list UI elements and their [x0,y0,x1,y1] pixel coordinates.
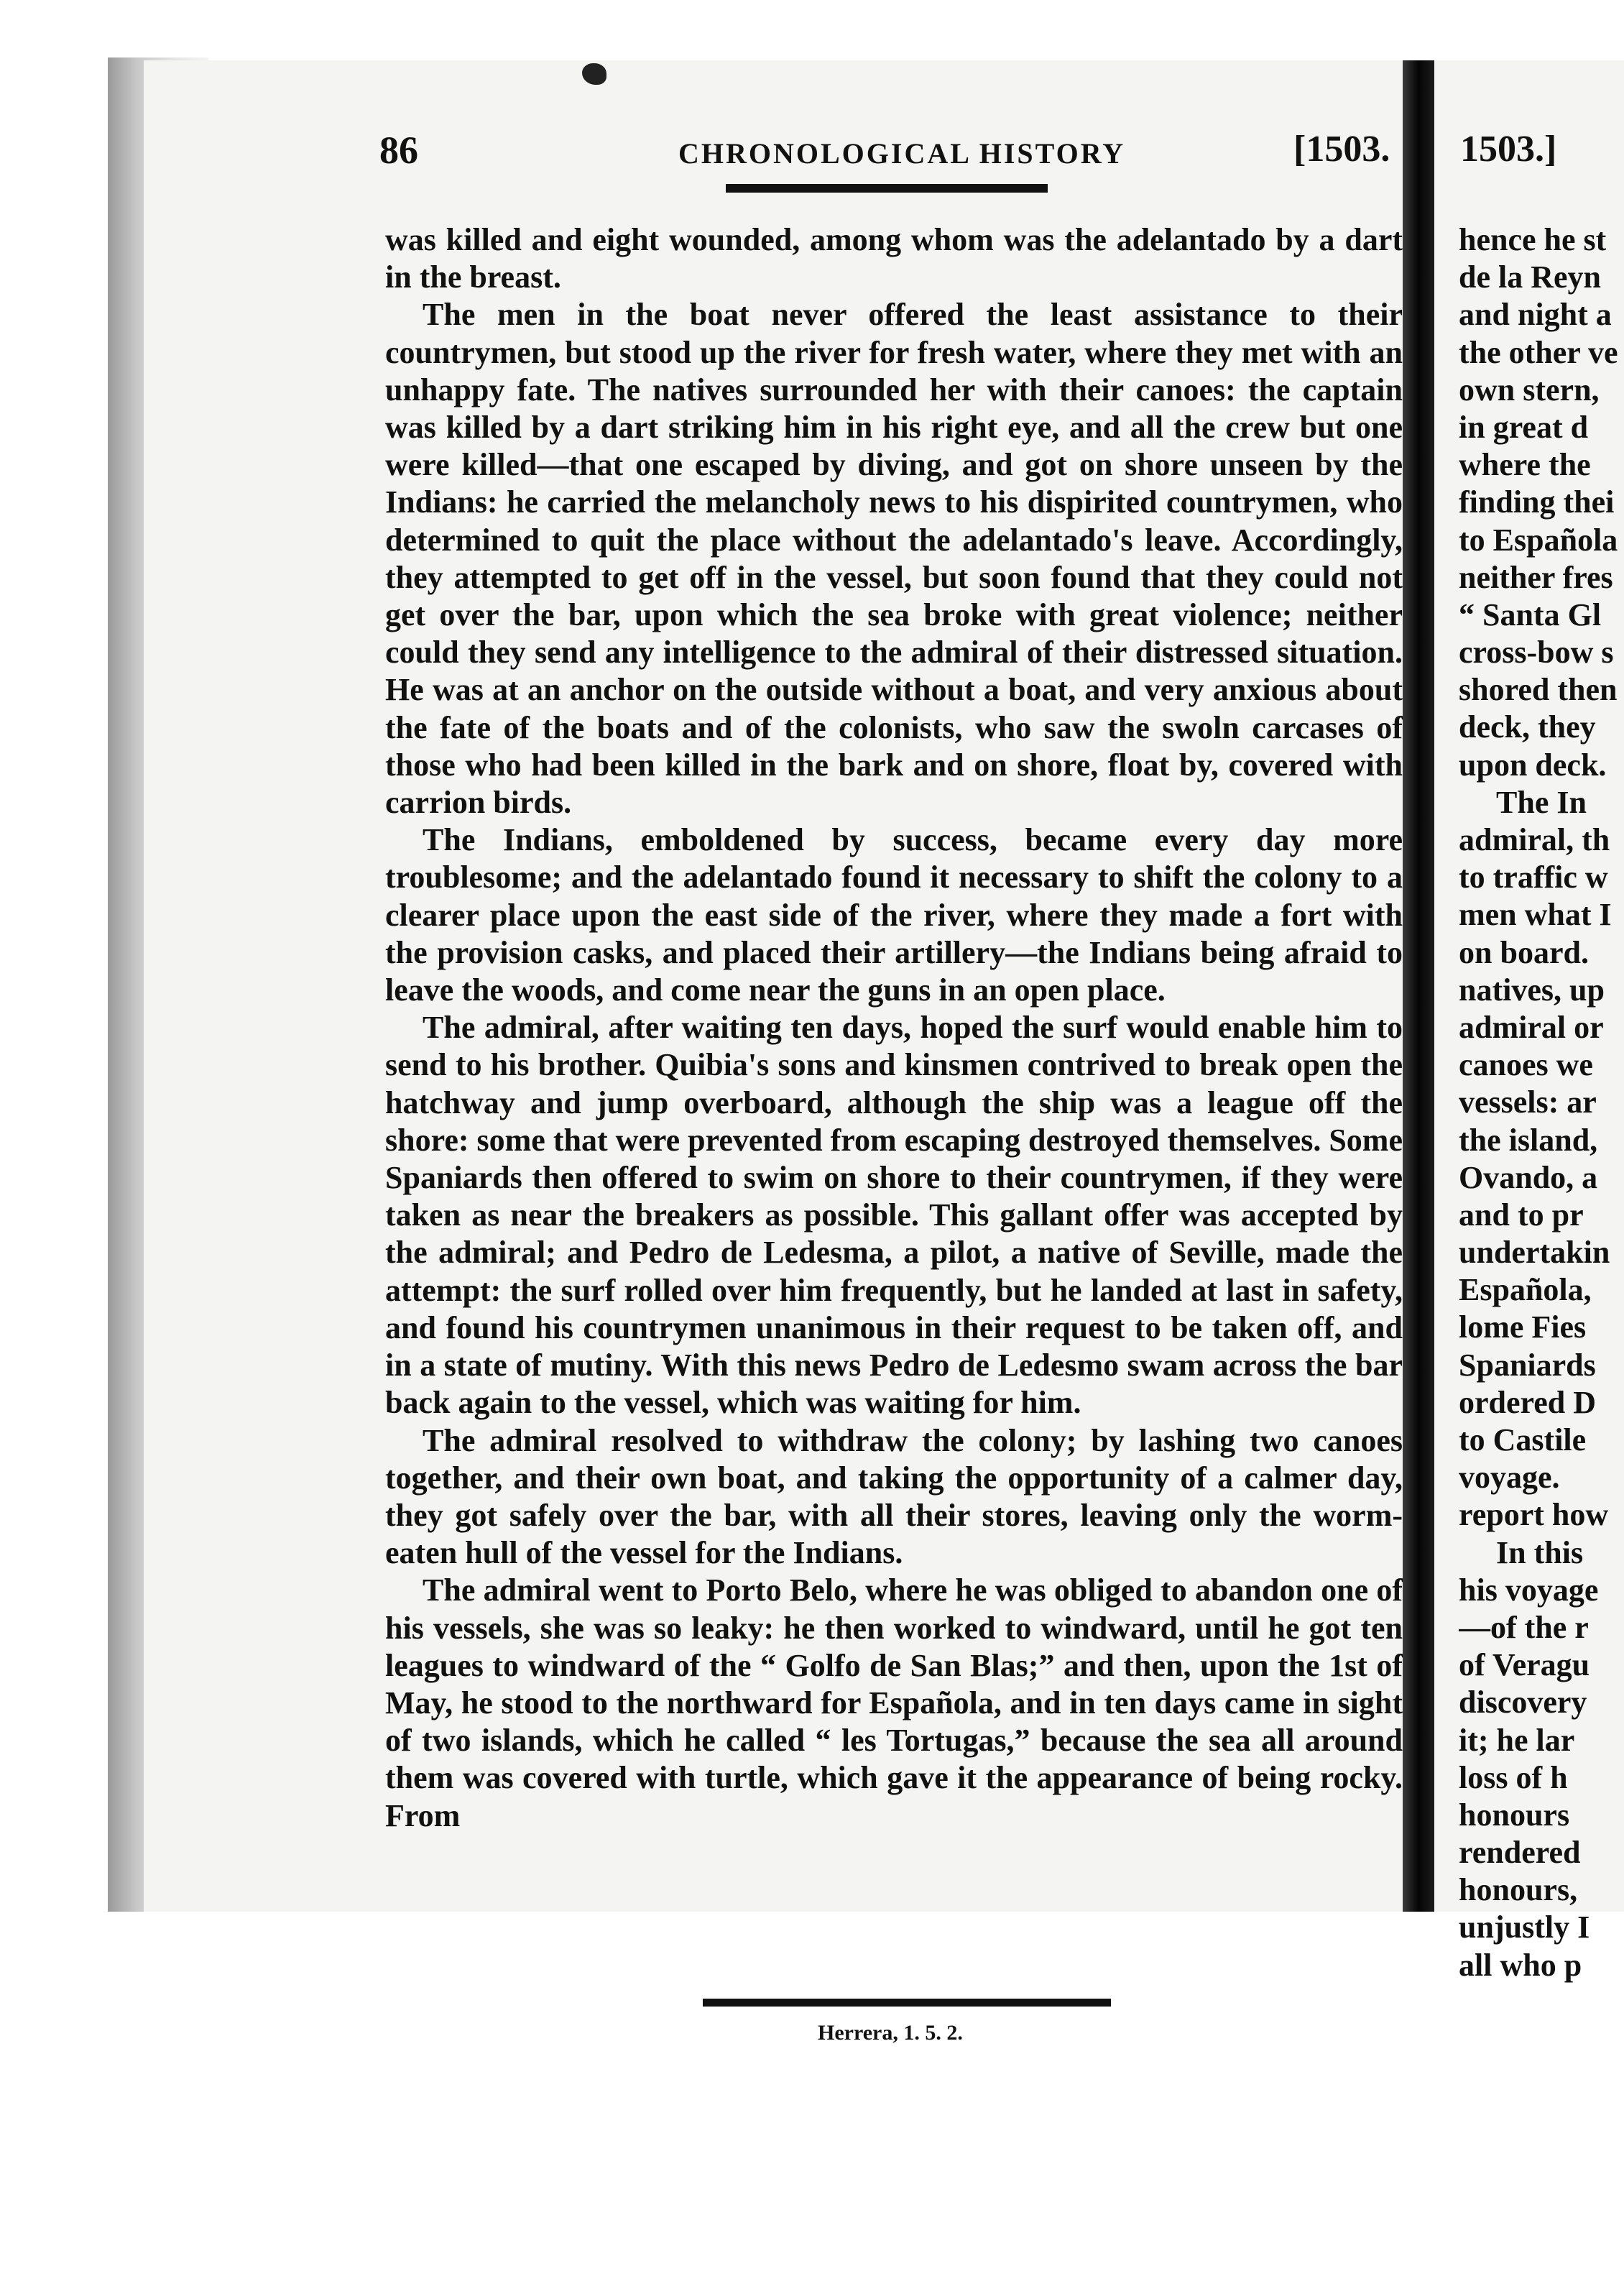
facing-page-line: of Veragu [1459,1647,1590,1683]
facing-page-line: to Castile [1459,1422,1587,1457]
facing-page-line: —of the r [1459,1609,1589,1645]
facing-page-line: canoes we [1459,1047,1593,1083]
facing-page-line: honours, [1459,1872,1578,1908]
facing-page-line: where the [1459,447,1591,483]
facing-page-line: upon deck. [1459,747,1607,783]
ink-blot [582,63,606,85]
facing-page-line: and to pr [1459,1197,1584,1233]
facing-page-line: The In [1496,784,1587,820]
facing-page-line: vessels: ar [1459,1084,1597,1120]
facing-page-line: voyage. [1459,1460,1560,1496]
facing-page-line: cross-bow s [1459,635,1614,671]
facing-page-line: own stern, [1459,372,1600,407]
facing-page-line: to traffic w [1459,860,1608,895]
facing-page-line: men what I [1459,897,1612,933]
facing-page-line: shored then [1459,672,1618,708]
facing-page-line: honours [1459,1797,1570,1833]
facing-page-line: rendered [1459,1835,1581,1871]
facing-page-line: loss of h [1459,1759,1568,1795]
facing-page-line: neither fres [1459,559,1613,595]
facing-page-line: admiral, th [1459,822,1610,857]
running-title: CHRONOLOGICAL HISTORY [678,137,1126,170]
facing-page-line: admiral or [1459,1009,1604,1045]
facing-page-line: it; he lar [1459,1722,1575,1758]
facing-page-line: undertakin [1459,1235,1610,1271]
paragraph: The Indians, emboldened by success, became every day more troublesome; and the adelantado found it necessary to shift the colony to a clearer place upon the east side of the river, where they made a fort with the provision casks, and placed their artillery—the Indians being afraid to leave the woods, and come near the guns in an open place. [385,822,1403,1008]
paragraph: was killed and eight wounded, among whom was the adelantado by a dart in the breast. [385,222,1403,295]
facing-page-line: the island, [1459,1122,1598,1158]
facing-page-line: and night a [1459,297,1612,333]
facing-page-line: the other ve [1459,334,1618,370]
facing-page-line: on board. [1459,934,1589,970]
facing-page-line: Ovando, a [1459,1159,1598,1195]
facing-page-line: hence he st [1459,222,1607,257]
body-text [385,221,1403,2047]
facing-page-line: natives, up [1459,972,1605,1008]
footnote-rule [703,1999,1111,2007]
facing-page-line: to Española [1459,522,1618,558]
facing-page-line: unjustly I [1459,1910,1590,1945]
facing-page-line: de la Reyn [1459,259,1601,295]
running-year: [1503. [1293,129,1390,170]
paragraph: The admiral resolved to withdraw the colony; by lashing two canoes together, and their own boat, and taking the opportunity of a calmer day, they got safely over the bar, with all their stores, leaving only the worm-eaten hull of the vessel for the Indians. [385,1422,1403,1571]
facing-page-line: his voyage [1459,1572,1599,1608]
page-number: 86 [379,129,418,172]
paragraph: The men in the boat never offered the least assistance to their countrymen, but stood up the river for fresh water, where they met with an unhappy fate. The natives surrounded her with their canoes: the captain was killed by a dart striking him in his right eye, and all the crew but one were killed—that one escaped by diving, and got on shore unseen by the Indians: he carried the melancholy news to his dispirited countrymen, who determined to quit the place without the adelantado's leave. Accordingly, they attempted to get off in the vessel, but soon found that they could not get over the bar, upon which the sea broke with great violence; neither could they send any intelligence to the admiral of their distressed situation. He was at an anchor on the outside without a boat, and very anxious about the fate of the boats and of the colonists, who saw the swoln carcases of those who had been killed in the bark and on shore, float by, covered with carrion birds. [385,297,1403,821]
facing-page-line: Spaniards [1459,1347,1596,1383]
facing-page-line: In this [1496,1534,1584,1570]
book-gutter [1403,60,1434,1912]
facing-page-line: lome Fies [1459,1309,1587,1345]
paragraph: The admiral went to Porto Belo, where he was obliged to abandon one of his vessels, she was so leaky: he then worked to windward, until he got ten leagues to windward of the “ Golfo de San Blas;” and then, upon the 1st of May, he stood to the northward for Española, and in ten days came in sight of two islands, which he called “ les Tortugas,” because the sea all around them was covered with turtle, which gave it the appearance of being rocky. From [385,1572,1403,1833]
facing-page-line: all who p [1459,1947,1582,1983]
footnote: Herrera, 1. 5. 2. [818,2021,963,2045]
facing-page-line: ordered D [1459,1384,1597,1420]
facing-page-line: deck, they [1459,709,1596,745]
facing-page-line: Española, [1459,1272,1592,1308]
facing-page-line: report how [1459,1497,1609,1533]
facing-page-year: 1503.] [1460,129,1557,170]
facing-page-line: “ Santa Gl [1459,596,1602,632]
header-rule [726,184,1048,193]
facing-page-text [1459,221,1624,2047]
paragraph: The admiral, after waiting ten days, hoped the surf would enable him to send to his brother. Quibia's sons and kinsmen contrived to break open the hatchway and jump overboard, although the ship was a league off the shore: some that were prevented from escaping destroyed themselves. Some Spaniards then offered to swim on shore to their countrymen, if they were taken as near the breakers as possible. This gallant offer was accepted by the admiral; and Pedro de Ledesma, a pilot, a native of Seville, made the attempt: the surf rolled over him frequently, but he landed at last in safety, and found his countrymen unanimous in their request to be taken off, and in a state of mutiny. With this news Pedro de Ledesmo swam across the bar back again to the vessel, which was waiting for him. [385,1010,1403,1421]
facing-page-line: discovery [1459,1685,1587,1720]
facing-page-line: finding thei [1459,484,1615,520]
facing-page-line: in great d [1459,409,1589,445]
